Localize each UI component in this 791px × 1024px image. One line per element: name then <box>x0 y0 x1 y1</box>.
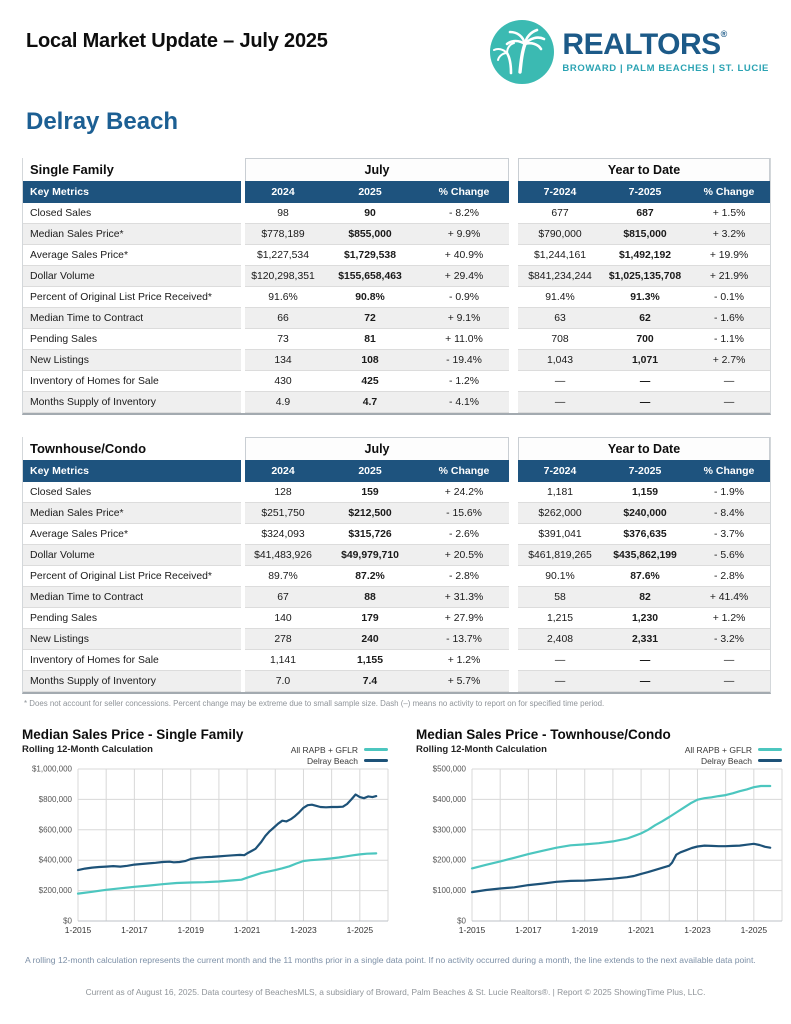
svg-text:$0: $0 <box>457 916 466 926</box>
metric-value: $315,726 <box>321 524 419 545</box>
metric-value: 4.7 <box>321 392 419 413</box>
metric-value: $376,635 <box>602 524 688 545</box>
column-header: Key Metrics <box>23 460 241 482</box>
column-gap <box>509 266 518 287</box>
legend-line-swatch <box>758 748 782 751</box>
table-row <box>23 545 770 566</box>
metric-value: 62 <box>602 308 688 329</box>
table-row <box>23 503 770 524</box>
metric-value: - 0.9% <box>419 287 509 308</box>
metric-value: 159 <box>321 482 419 503</box>
page-title: Local Market Update – July 2025 <box>26 30 328 52</box>
metric-value: 63 <box>518 308 602 329</box>
table-row <box>23 245 770 266</box>
column-gap <box>509 503 518 524</box>
metric-value: $1,244,161 <box>518 245 602 266</box>
metric-value: 67 <box>245 587 321 608</box>
metric-value: $120,298,351 <box>245 266 321 287</box>
metric-value: — <box>688 392 770 413</box>
table-row <box>23 371 770 392</box>
metric-value: $391,041 <box>518 524 602 545</box>
svg-text:$800,000: $800,000 <box>38 794 72 804</box>
metric-value: $49,979,710 <box>321 545 419 566</box>
svg-text:$400,000: $400,000 <box>38 855 72 865</box>
metric-value: 1,159 <box>602 482 688 503</box>
chart-title: Median Sales Price - Single Family <box>22 727 244 742</box>
metric-value: 1,155 <box>321 650 419 671</box>
metric-value: — <box>602 671 688 692</box>
chart-plot <box>416 761 784 939</box>
column-gap <box>509 329 518 350</box>
metric-value: + 29.4% <box>419 266 509 287</box>
metric-value: + 5.7% <box>419 671 509 692</box>
metric-value: 98 <box>245 203 321 224</box>
metric-value: — <box>688 371 770 392</box>
svg-text:$200,000: $200,000 <box>38 885 72 895</box>
metric-value: — <box>602 392 688 413</box>
svg-text:1-2017: 1-2017 <box>515 924 542 935</box>
table-row <box>23 650 770 671</box>
metric-value: - 2.8% <box>419 566 509 587</box>
svg-text:1-2017: 1-2017 <box>121 924 148 935</box>
metric-value: - 0.1% <box>688 287 770 308</box>
metric-value: - 3.7% <box>688 524 770 545</box>
svg-text:1-2023: 1-2023 <box>290 924 317 935</box>
metric-label: Months Supply of Inventory <box>23 392 241 413</box>
svg-text:$1,000,000: $1,000,000 <box>31 764 72 774</box>
metric-value: $262,000 <box>518 503 602 524</box>
svg-text:1-2025: 1-2025 <box>740 924 768 935</box>
metric-value: + 1.5% <box>688 203 770 224</box>
metric-label: Median Sales Price* <box>23 503 241 524</box>
metric-value: $324,093 <box>245 524 321 545</box>
metric-value: $841,234,244 <box>518 266 602 287</box>
metric-value: 425 <box>321 371 419 392</box>
column-gap <box>509 671 518 692</box>
metric-value: $240,000 <box>602 503 688 524</box>
metric-value: — <box>688 671 770 692</box>
metric-label: Percent of Original List Price Received* <box>23 287 241 308</box>
metric-value: - 1.1% <box>688 329 770 350</box>
chart-plot <box>22 761 390 939</box>
column-header: % Change <box>419 181 509 203</box>
metric-value: + 2.7% <box>688 350 770 371</box>
metric-label: Closed Sales <box>23 203 241 224</box>
rolling-note: A rolling 12-month calculation represents the current month and the 11 months prior in a single data point. If no activity occurred during a month, the line extends to the next available data point. <box>25 954 756 965</box>
metric-value: 87.6% <box>602 566 688 587</box>
metric-label: Percent of Original List Price Received* <box>23 566 241 587</box>
column-header: % Change <box>688 460 770 482</box>
metric-value: - 15.6% <box>419 503 509 524</box>
metric-value: $1,227,534 <box>245 245 321 266</box>
table-row <box>23 671 770 692</box>
column-gap <box>509 287 518 308</box>
chart-subtitle: Rolling 12-Month Calculation <box>416 743 547 755</box>
metric-label: New Listings <box>23 350 241 371</box>
metric-value: - 5.6% <box>688 545 770 566</box>
column-gap <box>509 566 518 587</box>
column-gap <box>509 203 518 224</box>
column-gap <box>509 524 518 545</box>
charts-section <box>22 728 769 939</box>
table-row <box>23 608 770 629</box>
column-header: % Change <box>688 181 770 203</box>
table-row <box>23 524 770 545</box>
metric-value: $212,500 <box>321 503 419 524</box>
metric-value: 687 <box>602 203 688 224</box>
column-gap <box>509 158 518 181</box>
column-gap <box>509 482 518 503</box>
metric-value: 708 <box>518 329 602 350</box>
metric-value: 2,331 <box>602 629 688 650</box>
report-footer: Current as of August 16, 2025. Data courtesy of BeachesMLS, a subsidiary of Broward, Palm Beaches & St. Lucie Realtors®. | Report © 2025 ShowingTime Plus, LLC. <box>85 986 706 997</box>
legend-line-swatch <box>364 748 388 751</box>
metric-value: 140 <box>245 608 321 629</box>
column-header: 7-2024 <box>518 460 602 482</box>
metric-value: 179 <box>321 608 419 629</box>
metric-value: 90.8% <box>321 287 419 308</box>
column-header: % Change <box>419 460 509 482</box>
column-gap <box>509 587 518 608</box>
metric-label: Pending Sales <box>23 329 241 350</box>
column-gap <box>509 545 518 566</box>
svg-text:1-2019: 1-2019 <box>177 924 204 935</box>
metric-label: Median Time to Contract <box>23 587 241 608</box>
metric-value: $1,492,192 <box>602 245 688 266</box>
metric-value: - 19.4% <box>419 350 509 371</box>
registered-mark: ® <box>720 29 727 39</box>
metric-label: Pending Sales <box>23 608 241 629</box>
metric-value: 1,215 <box>518 608 602 629</box>
table-row <box>23 629 770 650</box>
chart-legend <box>685 744 782 766</box>
group-header-ytd: Year to Date <box>518 158 770 181</box>
metric-value: + 20.5% <box>419 545 509 566</box>
table-row <box>23 308 770 329</box>
table-row <box>23 566 770 587</box>
metric-value: 90 <box>321 203 419 224</box>
metric-value: 4.9 <box>245 392 321 413</box>
legend-entry <box>291 744 388 755</box>
metric-value: 87.2% <box>321 566 419 587</box>
palm-tree-icon <box>490 20 554 84</box>
metric-value: 7.4 <box>321 671 419 692</box>
column-header: 2024 <box>245 181 321 203</box>
column-gap <box>509 437 518 460</box>
metric-value: 677 <box>518 203 602 224</box>
metric-value: 1,230 <box>602 608 688 629</box>
svg-text:1-2015: 1-2015 <box>458 924 486 935</box>
metric-value: 91.4% <box>518 287 602 308</box>
chart-single-family <box>22 728 390 939</box>
svg-text:1-2023: 1-2023 <box>684 924 711 935</box>
metric-value: - 1.2% <box>419 371 509 392</box>
metric-value: + 1.2% <box>688 608 770 629</box>
table-row <box>23 392 770 413</box>
legend-line-swatch <box>364 759 388 762</box>
svg-text:1-2025: 1-2025 <box>346 924 374 935</box>
column-gap <box>509 650 518 671</box>
table-title: Single Family <box>30 162 114 177</box>
metric-value: + 41.4% <box>688 587 770 608</box>
market-table-townhouse-condo <box>22 437 769 694</box>
metric-label: Dollar Volume <box>23 266 241 287</box>
table-row <box>23 203 770 224</box>
metric-value: 1,071 <box>602 350 688 371</box>
brand-logo <box>490 20 769 84</box>
group-header-ytd: Year to Date <box>518 437 770 460</box>
metric-value: + 31.3% <box>419 587 509 608</box>
table-row <box>23 287 770 308</box>
metric-label: New Listings <box>23 629 241 650</box>
metric-value: 90.1% <box>518 566 602 587</box>
svg-text:1-2019: 1-2019 <box>571 924 598 935</box>
column-header: 2025 <box>321 460 419 482</box>
legend-entry <box>685 744 782 755</box>
group-header-july: July <box>245 158 509 181</box>
metric-label: Inventory of Homes for Sale <box>23 650 241 671</box>
metric-value: 278 <box>245 629 321 650</box>
column-header: 2024 <box>245 460 321 482</box>
legend-label: Delray Beach <box>700 755 752 766</box>
metric-value: 1,181 <box>518 482 602 503</box>
metric-value: 89.7% <box>245 566 321 587</box>
chart-title: Median Sales Price - Townhouse/Condo <box>416 727 671 742</box>
svg-text:$100,000: $100,000 <box>432 885 466 895</box>
metric-value: $778,189 <box>245 224 321 245</box>
column-gap <box>509 371 518 392</box>
table-row <box>23 587 770 608</box>
group-header-july: July <box>245 437 509 460</box>
metric-value: + 24.2% <box>419 482 509 503</box>
metric-value: — <box>518 392 602 413</box>
column-header: 2025 <box>321 181 419 203</box>
column-header: 7-2025 <box>602 181 688 203</box>
metric-value: $155,658,463 <box>321 266 419 287</box>
table-row <box>23 224 770 245</box>
metric-value: $251,750 <box>245 503 321 524</box>
metric-value: $1,729,538 <box>321 245 419 266</box>
metric-value: 240 <box>321 629 419 650</box>
column-header: Key Metrics <box>23 181 241 203</box>
metric-value: 128 <box>245 482 321 503</box>
metric-value: + 11.0% <box>419 329 509 350</box>
svg-text:1-2021: 1-2021 <box>627 924 655 935</box>
table-row <box>23 329 770 350</box>
metric-label: Dollar Volume <box>23 545 241 566</box>
metric-value: 73 <box>245 329 321 350</box>
metric-value: + 9.1% <box>419 308 509 329</box>
metric-value: - 8.2% <box>419 203 509 224</box>
legend-line-swatch <box>758 759 782 762</box>
svg-text:$300,000: $300,000 <box>432 825 466 835</box>
column-header: 7-2024 <box>518 181 602 203</box>
metric-value: $855,000 <box>321 224 419 245</box>
metric-label: Months Supply of Inventory <box>23 671 241 692</box>
metric-value: 81 <box>321 329 419 350</box>
metric-label: Median Sales Price* <box>23 224 241 245</box>
legend-label: All RAPB + GFLR <box>290 744 358 755</box>
metric-value: + 27.9% <box>419 608 509 629</box>
legend-label: Delray Beach <box>306 755 358 766</box>
metric-label: Closed Sales <box>23 482 241 503</box>
metric-value: 88 <box>321 587 419 608</box>
svg-text:1-2021: 1-2021 <box>233 924 261 935</box>
metric-value: - 1.6% <box>688 308 770 329</box>
metric-value: - 13.7% <box>419 629 509 650</box>
metric-value: $815,000 <box>602 224 688 245</box>
metric-value: - 2.8% <box>688 566 770 587</box>
svg-text:$0: $0 <box>63 916 72 926</box>
metrics-tables <box>22 158 769 694</box>
report-header <box>22 0 769 84</box>
metric-value: 134 <box>245 350 321 371</box>
metric-value: — <box>688 650 770 671</box>
column-gap <box>509 629 518 650</box>
metric-value: — <box>602 650 688 671</box>
column-gap <box>509 460 518 482</box>
column-gap <box>509 224 518 245</box>
metric-value: 66 <box>245 308 321 329</box>
metric-label: Inventory of Homes for Sale <box>23 371 241 392</box>
metric-value: - 4.1% <box>419 392 509 413</box>
metric-value: 700 <box>602 329 688 350</box>
metric-value: — <box>518 371 602 392</box>
brand-name: REALTORS <box>562 28 721 61</box>
metric-label: Average Sales Price* <box>23 524 241 545</box>
metric-value: + 1.2% <box>419 650 509 671</box>
legend-entry <box>291 755 388 766</box>
table-footnote: * Does not account for seller concessions. Percent change may be extreme due to small sample size. Dash (–) means no activity to report on for specified time period. <box>24 699 605 708</box>
legend-label: All RAPB + GFLR <box>684 744 752 755</box>
svg-text:$200,000: $200,000 <box>432 855 466 865</box>
table-title: Townhouse/Condo <box>30 441 147 456</box>
metric-value: 91.6% <box>245 287 321 308</box>
metric-value: + 9.9% <box>419 224 509 245</box>
metric-value: 108 <box>321 350 419 371</box>
metric-value: $435,862,199 <box>602 545 688 566</box>
metric-value: 82 <box>602 587 688 608</box>
column-gap <box>509 350 518 371</box>
metric-value: - 3.2% <box>688 629 770 650</box>
location-title: Delray Beach <box>26 108 179 135</box>
chart-subtitle: Rolling 12-Month Calculation <box>22 743 153 755</box>
column-gap <box>509 181 518 203</box>
metric-value: + 40.9% <box>419 245 509 266</box>
metric-value: — <box>518 671 602 692</box>
metric-value: + 19.9% <box>688 245 770 266</box>
column-header: 7-2025 <box>602 460 688 482</box>
table-row <box>23 266 770 287</box>
metric-value: + 21.9% <box>688 266 770 287</box>
metric-value: 430 <box>245 371 321 392</box>
metric-value: 1,141 <box>245 650 321 671</box>
column-gap <box>509 245 518 266</box>
metric-value: — <box>602 371 688 392</box>
metric-value: - 2.6% <box>419 524 509 545</box>
chart-townhouse-condo <box>416 728 784 939</box>
market-table-single-family <box>22 158 769 415</box>
metric-value: 72 <box>321 308 419 329</box>
svg-text:$600,000: $600,000 <box>38 825 72 835</box>
legend-entry <box>685 755 782 766</box>
metric-value: $461,819,265 <box>518 545 602 566</box>
column-gap <box>509 392 518 413</box>
metric-value: - 1.9% <box>688 482 770 503</box>
metric-value: - 8.4% <box>688 503 770 524</box>
metric-value: $790,000 <box>518 224 602 245</box>
metric-value: 7.0 <box>245 671 321 692</box>
metric-label: Median Time to Contract <box>23 308 241 329</box>
metric-value: 2,408 <box>518 629 602 650</box>
metric-value: + 3.2% <box>688 224 770 245</box>
metric-value: 1,043 <box>518 350 602 371</box>
metric-value: $41,483,926 <box>245 545 321 566</box>
svg-text:$400,000: $400,000 <box>432 794 466 804</box>
chart-legend <box>291 744 388 766</box>
brand-tagline: BROWARD | PALM BEACHES | ST. LUCIE <box>562 63 769 74</box>
svg-text:$500,000: $500,000 <box>432 764 466 774</box>
metric-value: $1,025,135,708 <box>602 266 688 287</box>
metric-value: 58 <box>518 587 602 608</box>
metric-value: 91.3% <box>602 287 688 308</box>
column-gap <box>509 308 518 329</box>
table-row <box>23 350 770 371</box>
brand-text <box>562 30 769 74</box>
metric-value: — <box>518 650 602 671</box>
svg-text:1-2015: 1-2015 <box>64 924 92 935</box>
column-gap <box>509 608 518 629</box>
metric-label: Average Sales Price* <box>23 245 241 266</box>
table-row <box>23 482 770 503</box>
